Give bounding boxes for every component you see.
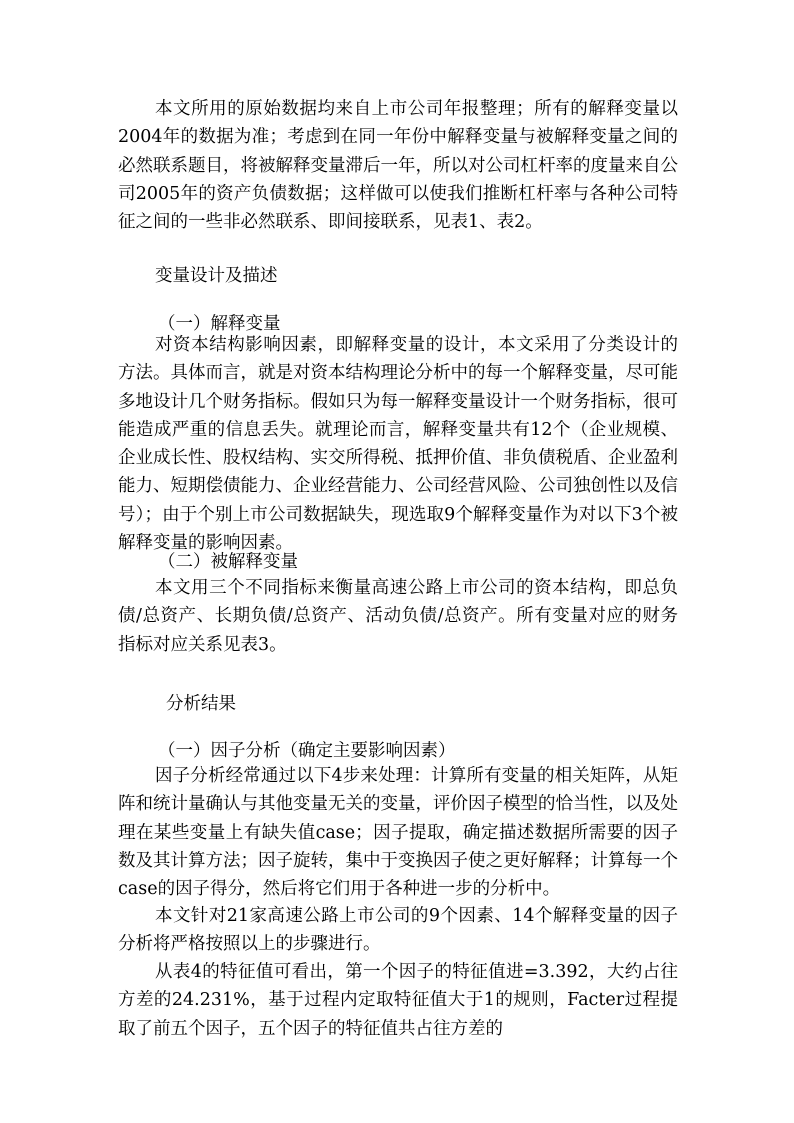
section-heading-results: 分析结果: [166, 694, 236, 714]
subheading-dependent-variables: （二）被解释变量: [158, 552, 298, 572]
section-heading-variable-design: 变量设计及描述: [155, 266, 278, 286]
paragraph-data-source: 本文所用的原始数据均来自上市公司年报整理；所有的解释变量以2004年的数据为准；考虑到在同一年份中解释变量与被解释变量之间的必然联系题目，将被解释变量滞后一年，所以对公司杠杆率的度量来自公司2005年的资产负债数据；这样做可以使我们推断杠杆率与各种公司特征之间的一些非必然联系、即间接联系，见表1、表2。: [118, 99, 678, 233]
subheading-explanatory-variables: （一）解释变量: [158, 314, 281, 334]
paragraph-explanatory-variables: 对资本结构影响因素，即解释变量的设计，本文采用了分类设计的方法。具体而言，就是对资本结构理论分析中的每一个解释变量，尽可能多地设计几个财务指标。假如只为每一解释变量设计一个财务指标，很可能造成严重的信息丢失。就理论而言，解释变量共有12个（企业规模、企业成长性、股权结构、实交所得税、抵押价值、非负债税盾、企业盈利能力、短期偿债能力、企业经营能力、公司经营风险、公司独创性以及信号）；由于个别上市公司数据缺失，现选取9个解释变量作为对以下3个被解释变量的影响因素。: [118, 335, 678, 554]
subheading-factor-analysis: （一）因子分析（确定主要影响因素）: [158, 741, 456, 761]
paragraph-factor-analysis-scope: 本文针对21家高速公路上市公司的9个因素、14个解释变量的因子分析将严格按照以上的步骤进行。: [118, 906, 678, 955]
paragraph-factor-analysis-steps: 因子分析经常通过以下4步来处理：计算所有变量的相关矩阵，从矩阵和统计量确认与其他变量无关的变量，评价因子模型的恰当性，以及处理在某些变量上有缺失值case；因子提取，确定描述数据所需要的因子数及其计算方法；因子旋转，集中于变换因子使之更好解释；计算每一个case的因子得分，然后将它们用于各种进一步的分析中。: [118, 766, 678, 900]
paragraph-eigenvalue-results: 从表4的特征值可看出，第一个因子的特征值进=3.392，大约占往方差的24.231%，基于过程内定取特征值大于1的规则，Facter过程提取了前五个因子，五个因子的特征值共占往方差的: [118, 962, 678, 1039]
paragraph-dependent-variables: 本文用三个不同指标来衡量高速公路上市公司的资本结构，即总负债/总资产、长期负债/总资产、活动负债/总资产。所有变量对应的财务指标对应关系见表3。: [118, 578, 678, 655]
